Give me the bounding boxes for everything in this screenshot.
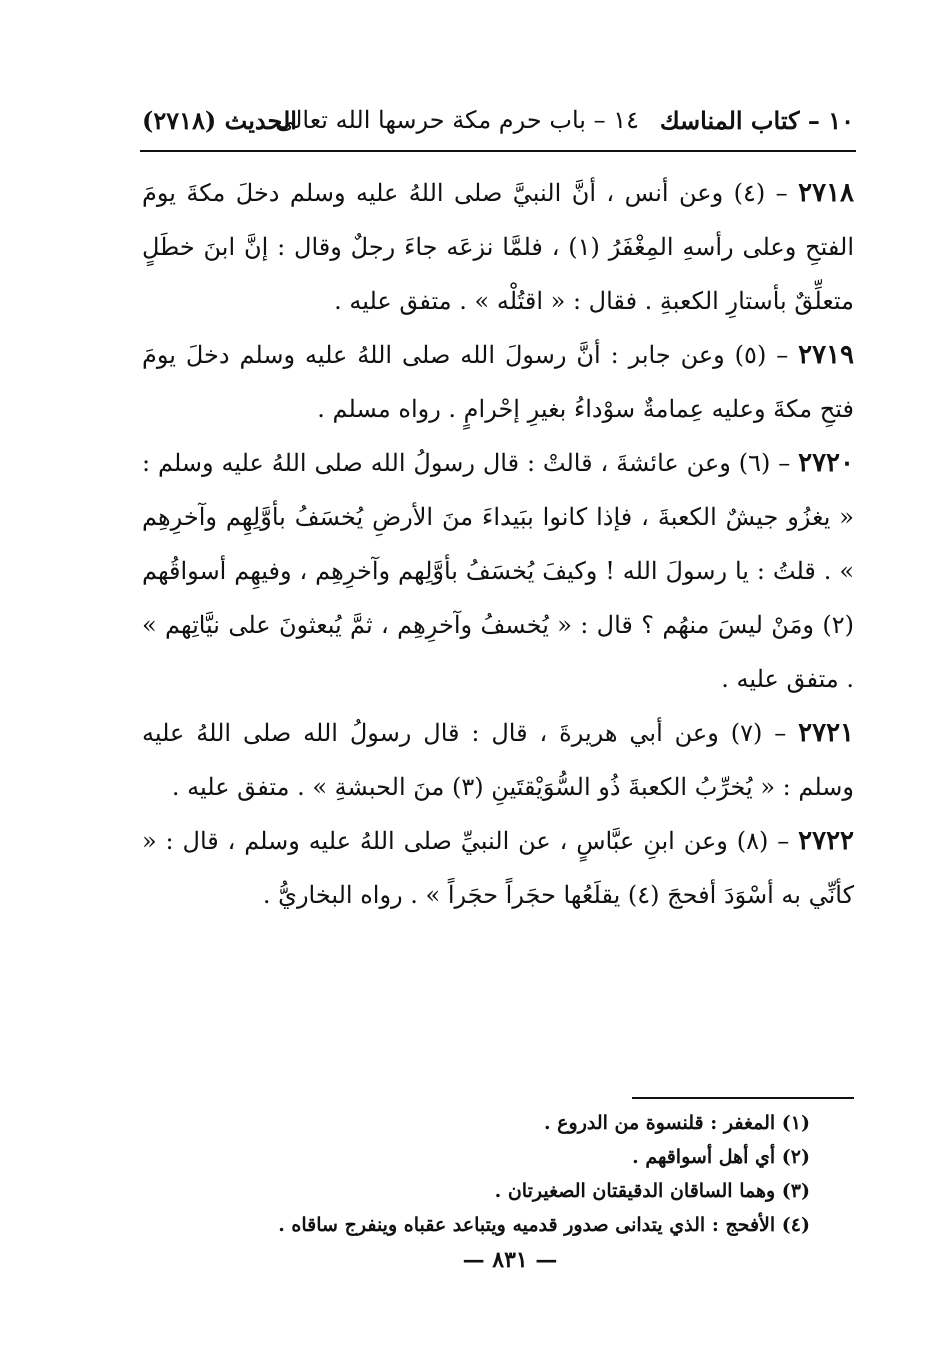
header-divider (140, 150, 856, 152)
hadith-paragraph (142, 328, 854, 436)
hadith-number: ٢٧٢١ (798, 718, 855, 748)
hadith-text: – (٥) وعن جابر : أنَّ رسولَ الله صلى اللهُ عليه وسلم دخلَ يومَ فتحِ مكةَ وعليه عِمامةٌ سوْداءُ بغيرِ إحْرامٍ . رواه مسلم . (142, 341, 854, 423)
header-hadith-range: الحديث (٢٧١٨) (142, 106, 297, 135)
footnote: (٤) الأفحج : الذي يتدانى صدور قدميه ويتباعد عقباه وينفرج ساقاه . (278, 1214, 810, 1236)
hadith-text: – (٤) وعن أنس ، أنَّ النبيَّ صلى اللهُ عليه وسلم دخلَ مكةَ يومَ الفتحِ وعلى رأسهِ المِغْفَرُ (١) ، فلمَّا نزعَه جاءَ رجلٌ وقال : إنَّ ابنَ خطَلٍ متعلِّقٌ بأستارِ الكعبةِ . فقال : « اقتُلْه » . متفق عليه . (142, 179, 854, 315)
footnotes (142, 1106, 810, 1242)
header-chapter-title: ١٤ – باب حرم مكة حرسها الله تعالى (275, 106, 639, 134)
hadith-text: – (٧) وعن أبي هريرةَ ، قال : قال رسولُ الله صلى اللهُ عليه وسلم : « يُخرِّبُ الكعبةَ ذُو السُّوَيْقتَينِ (٣) منَ الحبشةِ » . متفق عليه . (142, 719, 854, 801)
hadith-paragraph (142, 166, 854, 328)
footnote: (١) المغفر : قلنسوة من الدروع . (543, 1112, 810, 1134)
running-header (142, 100, 854, 150)
footnote: (٢) أي أهل أسواقهم . (632, 1146, 810, 1168)
page-number: — ٨٣١ — (462, 1247, 558, 1273)
main-text (142, 166, 854, 922)
hadith-number: ٢٧١٩ (798, 340, 854, 370)
hadith-text: – (٦) وعن عائشةَ ، قالتْ : قال رسولُ الله صلى اللهُ عليه وسلم : « يغزُو جيشٌ الكعبةَ ، فإذا كانوا ببَيداءَ منَ الأرضِ يُخسَفُ بأوَّلِهِم وآخرِهِم » . قلتُ : يا رسولَ الله ! وكيفَ يُخسَفُ بأوَّلِهم وآخرِهِم ، وفيهِم أسواقُهم (٢) ومَنْ ليسَ منهُم ؟ قال : « يُخسفُ وآخرِهِم ، ثمَّ يُبعثونَ على نيَّاتِهم » . متفق عليه . (142, 449, 854, 693)
hadith-text: – (٨) وعن ابنِ عبَّاسٍ ، عن النبيِّ صلى اللهُ عليه وسلم ، قال : « كأنِّي به أسْوَدَ أفحجَ (٤) يقلَعُها حجَراً حجَراً » . رواه البخاريُّ . (142, 827, 854, 909)
hadith-paragraph (142, 436, 854, 706)
hadith-number: ٢٧٢٢ (798, 826, 854, 856)
header-book-title: ١٠ – كتاب المناسك (659, 106, 854, 135)
footnote-divider (632, 1097, 854, 1099)
hadith-paragraph (142, 814, 854, 922)
hadith-paragraph (142, 706, 854, 814)
footnote: (٣) وهما الساقان الدقيقتان الصغيرتان . (494, 1180, 810, 1202)
hadith-number: ٢٧١٨ (798, 178, 854, 208)
hadith-number: ٢٧٢٠ (798, 448, 854, 478)
